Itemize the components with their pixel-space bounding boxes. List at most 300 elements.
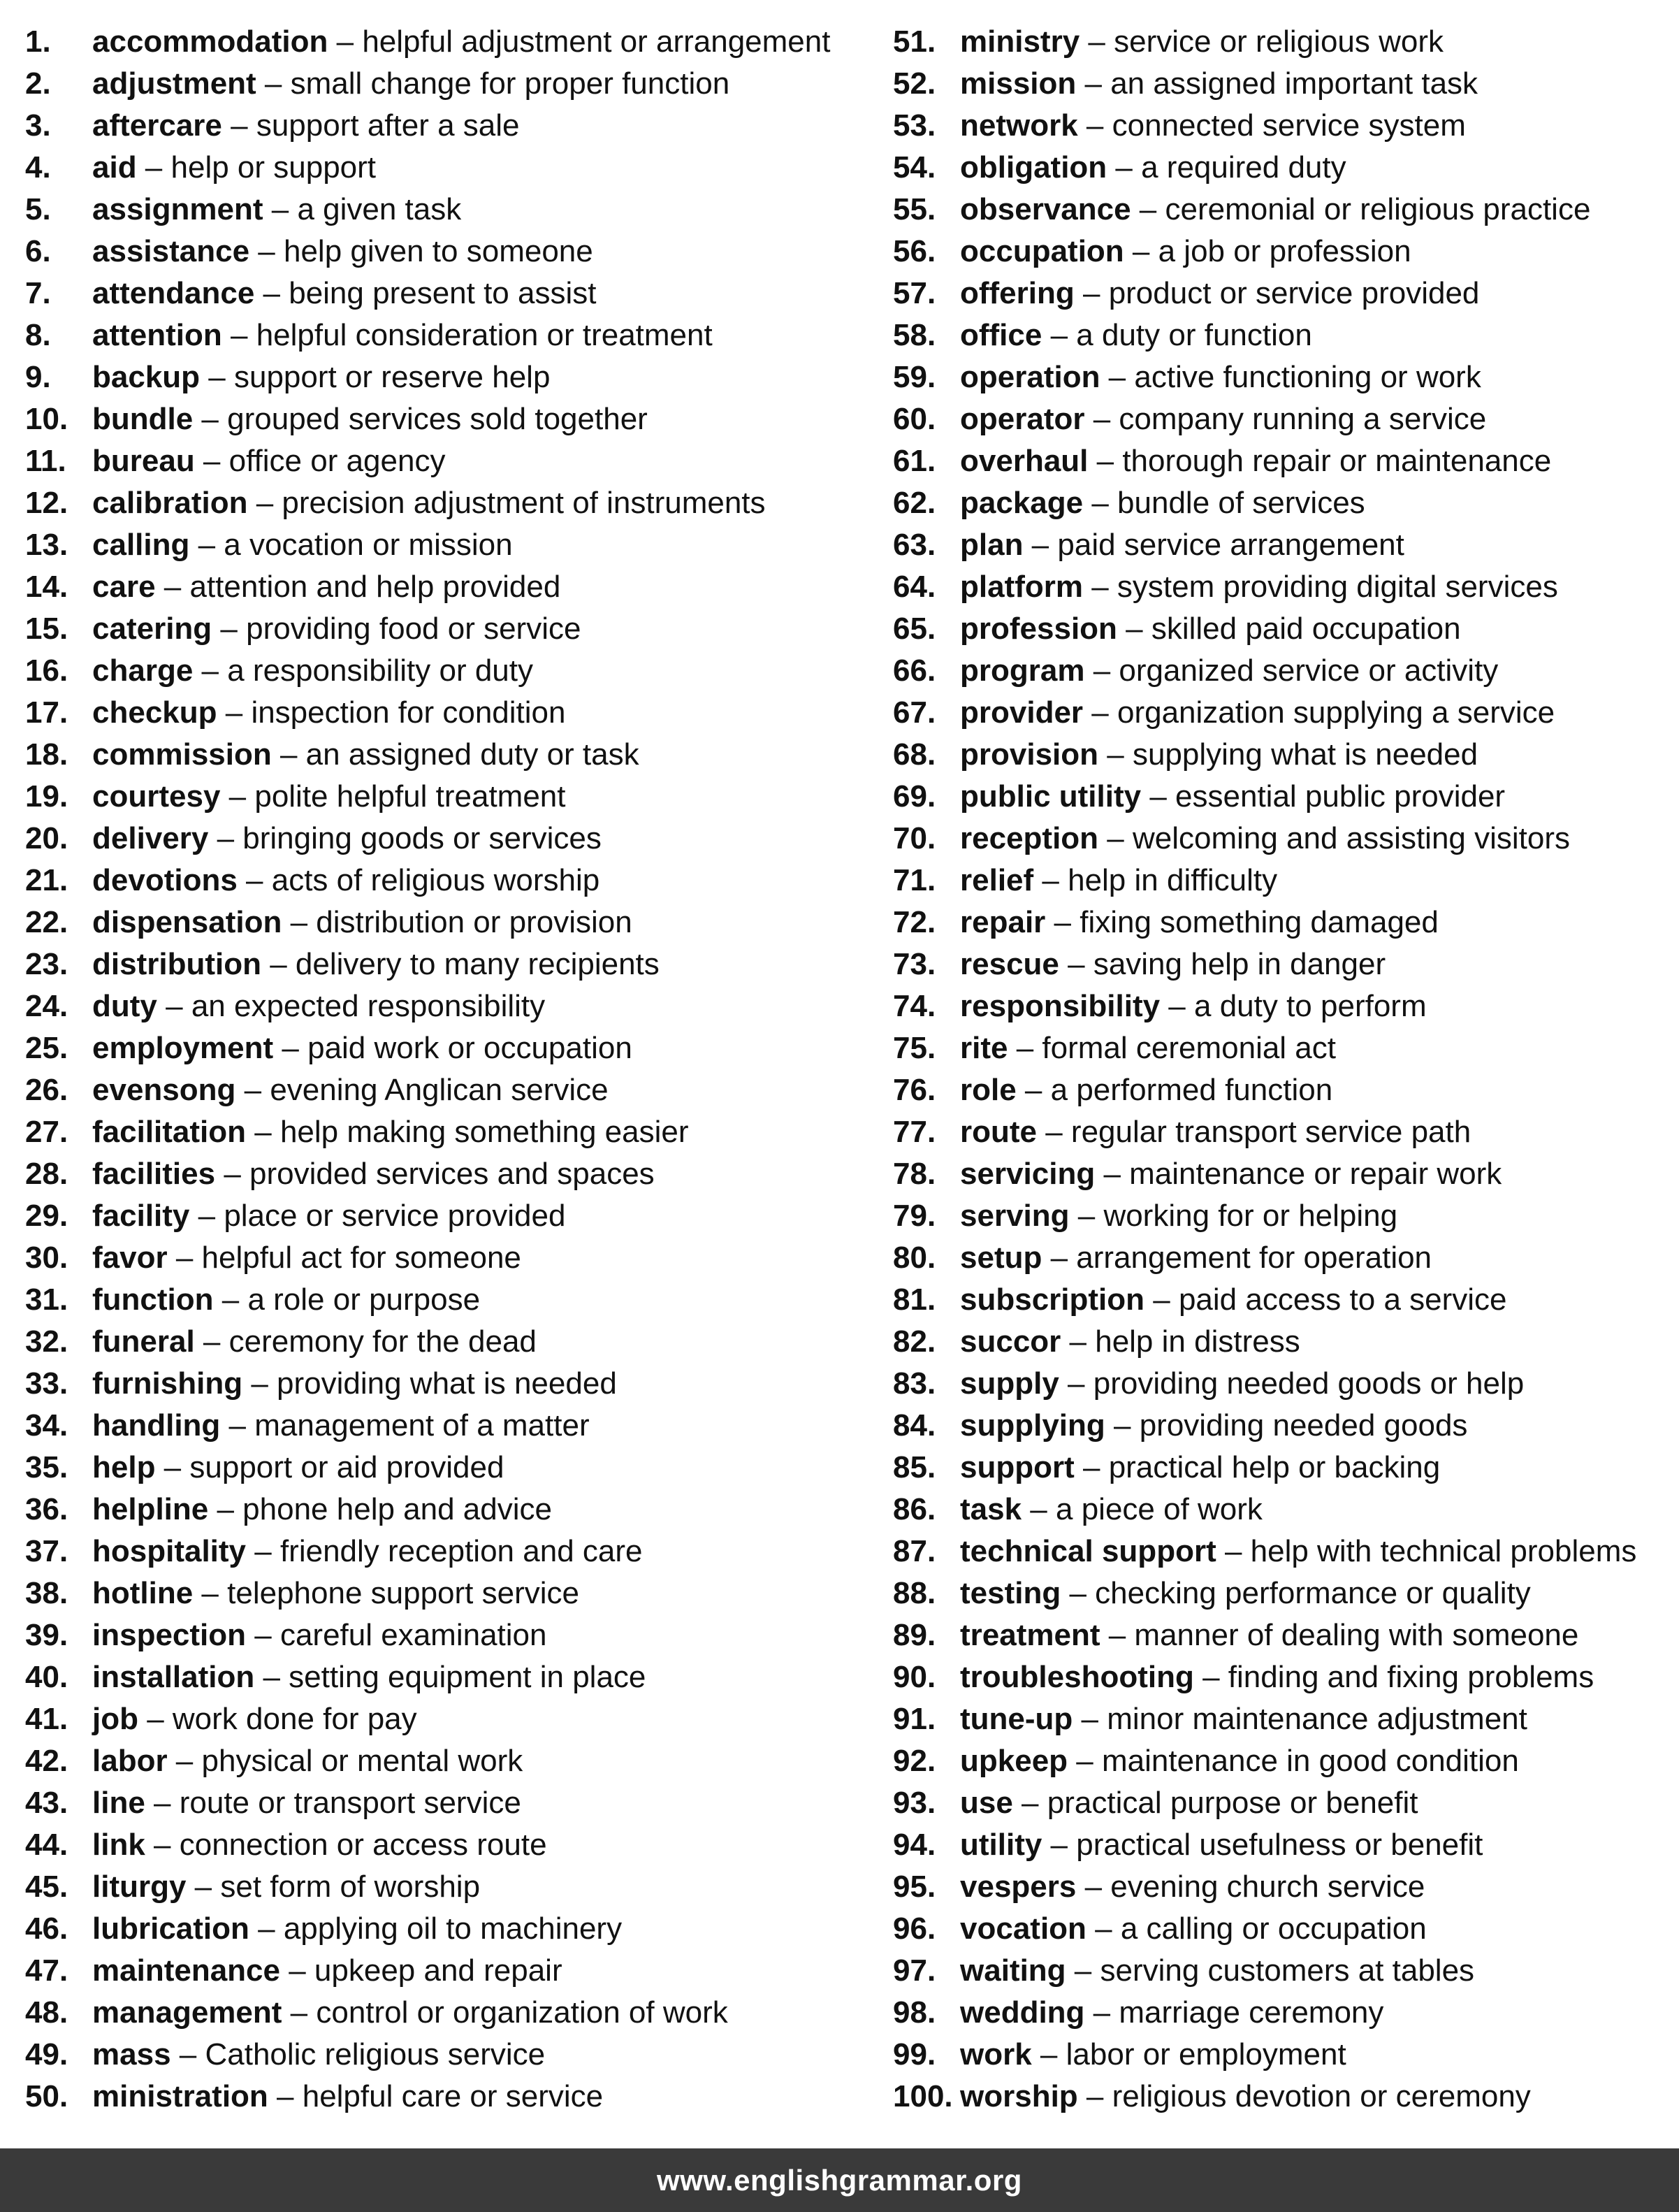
item-word: role — [960, 1073, 1017, 1107]
item-word: furnishing — [92, 1366, 243, 1401]
item-number: 34. — [25, 1408, 68, 1443]
item-number: 13. — [25, 528, 68, 562]
item-definition: support or reserve help — [233, 360, 551, 394]
item-word: reception — [960, 821, 1099, 855]
list-item — [893, 147, 1679, 189]
item-separator: – — [1193, 1660, 1228, 1694]
item-separator: – — [256, 66, 291, 101]
item-separator: – — [1083, 486, 1118, 520]
item-word: rescue — [960, 947, 1059, 981]
item-definition: setting equipment in place — [289, 1660, 646, 1694]
item-separator: – — [221, 318, 256, 352]
item-separator: – — [1023, 528, 1058, 562]
list-item — [893, 482, 1679, 524]
item-number: 66. — [893, 653, 936, 688]
item-separator: – — [1031, 2037, 1066, 2072]
item-number: 20. — [25, 821, 68, 855]
list-item — [893, 524, 1679, 566]
item-separator: – — [1080, 24, 1114, 59]
item-word: worship — [960, 2079, 1078, 2113]
list-item — [893, 692, 1679, 734]
item-word: program — [960, 653, 1085, 688]
item-definition: labor or employment — [1066, 2037, 1346, 2072]
item-definition: marriage ceremony — [1119, 1995, 1384, 2030]
item-number: 42. — [25, 1744, 68, 1778]
list-item — [893, 1447, 1679, 1489]
item-definition: paid service arrangement — [1057, 528, 1404, 562]
item-separator: – — [1141, 779, 1176, 814]
item-separator: – — [273, 1031, 308, 1065]
item-definition: saving help in danger — [1093, 947, 1386, 981]
item-definition: grouped services sold together — [227, 402, 648, 436]
footer-url[interactable]: www.englishgrammar.org — [657, 2163, 1022, 2197]
item-separator: – — [194, 444, 229, 478]
item-number: 100. — [893, 2079, 953, 2113]
item-word: platform — [960, 570, 1083, 604]
item-definition: a role or purpose — [247, 1282, 481, 1317]
item-word: hotline — [92, 1576, 194, 1610]
list-item — [893, 1866, 1679, 1908]
list-item — [893, 1279, 1679, 1321]
list-item — [25, 63, 864, 105]
list-item — [25, 1698, 864, 1740]
item-number: 41. — [25, 1702, 68, 1736]
list-item — [893, 650, 1679, 692]
item-separator: – — [213, 1282, 248, 1317]
item-number: 40. — [25, 1660, 68, 1694]
item-separator: – — [1042, 1828, 1077, 1862]
item-word: maintenance — [92, 1953, 280, 1988]
item-word: charge — [92, 653, 194, 688]
list-item — [25, 1237, 864, 1279]
list-item — [25, 1531, 864, 1573]
item-definition: regular transport service path — [1070, 1115, 1471, 1149]
list-item — [893, 189, 1679, 231]
item-number: 27. — [25, 1115, 68, 1149]
item-number: 55. — [893, 192, 936, 226]
list-item — [893, 860, 1679, 902]
list-item — [893, 1489, 1679, 1531]
item-definition: support after a sale — [256, 108, 520, 143]
item-definition: bringing goods or services — [242, 821, 602, 855]
item-definition: ceremonial or religious practice — [1165, 192, 1591, 226]
item-word: backup — [92, 360, 201, 394]
item-separator: – — [155, 1450, 190, 1484]
item-number: 11. — [25, 444, 66, 478]
item-definition: a duty to perform — [1194, 989, 1427, 1023]
item-definition: connection or access route — [179, 1828, 547, 1862]
item-definition: practical usefulness or benefit — [1076, 1828, 1483, 1862]
list-item — [893, 356, 1679, 398]
list-item — [893, 985, 1679, 1027]
item-definition: friendly reception and care — [279, 1534, 643, 1568]
item-separator: – — [167, 1744, 202, 1778]
item-separator: – — [249, 1911, 284, 1946]
item-word: commission — [92, 737, 272, 772]
item-definition: organized service or activity — [1119, 653, 1499, 688]
list-item — [25, 21, 864, 63]
item-definition: a calling or occupation — [1120, 1911, 1427, 1946]
item-word: rite — [960, 1031, 1008, 1065]
item-separator: – — [249, 234, 284, 268]
item-separator: – — [1086, 1911, 1121, 1946]
item-number: 1. — [25, 24, 51, 59]
item-word: obligation — [960, 150, 1107, 185]
item-definition: maintenance in good condition — [1101, 1744, 1519, 1778]
list-item — [25, 1069, 864, 1111]
item-definition: checking performance or quality — [1095, 1576, 1531, 1610]
item-word: mission — [960, 66, 1077, 101]
item-word: duty — [92, 989, 157, 1023]
item-definition: an assigned duty or task — [305, 737, 639, 772]
item-definition: working for or helping — [1103, 1199, 1398, 1233]
item-separator: – — [157, 989, 191, 1023]
item-word: facilities — [92, 1157, 216, 1191]
list-item — [893, 734, 1679, 776]
item-word: aftercare — [92, 108, 222, 143]
list-item — [25, 1656, 864, 1698]
list-item — [25, 1279, 864, 1321]
list-item — [893, 1614, 1679, 1656]
list-item — [25, 1027, 864, 1069]
item-word: public utility — [960, 779, 1142, 814]
item-separator: – — [1012, 1786, 1047, 1820]
list-item — [25, 985, 864, 1027]
item-word: setup — [960, 1241, 1042, 1275]
item-separator: – — [193, 653, 228, 688]
item-word: subscription — [960, 1282, 1145, 1317]
item-number: 63. — [893, 528, 936, 562]
item-separator: – — [1074, 276, 1109, 310]
item-separator: – — [208, 821, 243, 855]
item-word: job — [92, 1702, 138, 1736]
item-number: 54. — [893, 150, 936, 185]
item-definition: a duty or function — [1076, 318, 1312, 352]
item-number: 72. — [893, 905, 936, 939]
item-definition: practical purpose or benefit — [1047, 1786, 1418, 1820]
item-separator: – — [1042, 318, 1077, 352]
item-separator: – — [261, 947, 296, 981]
item-number: 75. — [893, 1031, 936, 1065]
item-separator: – — [1160, 989, 1194, 1023]
list-item — [893, 105, 1679, 147]
item-word: line — [92, 1786, 145, 1820]
item-separator: – — [1045, 905, 1080, 939]
item-number: 22. — [25, 905, 68, 939]
item-word: package — [960, 486, 1084, 520]
item-definition: providing needed goods — [1139, 1408, 1468, 1443]
item-separator: – — [1131, 192, 1165, 226]
list-item — [893, 1824, 1679, 1866]
list-item — [25, 1908, 864, 1950]
item-word: repair — [960, 905, 1046, 939]
item-definition: route or transport service — [179, 1786, 521, 1820]
item-word: responsibility — [960, 989, 1161, 1023]
item-number: 71. — [893, 863, 936, 897]
word-list-column-left — [25, 21, 864, 2118]
item-separator: – — [271, 737, 306, 772]
list-item — [893, 818, 1679, 860]
item-separator: – — [220, 779, 255, 814]
item-word: assistance — [92, 234, 250, 268]
list-item — [893, 1363, 1679, 1405]
list-item — [893, 1950, 1679, 1992]
item-word: network — [960, 108, 1078, 143]
item-number: 70. — [893, 821, 936, 855]
list-item — [25, 1447, 864, 1489]
item-number: 64. — [893, 570, 936, 604]
item-word: bundle — [92, 402, 194, 436]
item-definition: management of a matter — [254, 1408, 590, 1443]
item-word: accommodation — [92, 24, 328, 59]
item-word: evensong — [92, 1073, 236, 1107]
item-separator: – — [1100, 1618, 1135, 1652]
item-word: distribution — [92, 947, 261, 981]
item-word: inspection — [92, 1618, 247, 1652]
item-definition: an expected responsibility — [191, 989, 546, 1023]
item-definition: office or agency — [228, 444, 446, 478]
list-item — [893, 1405, 1679, 1447]
list-item — [25, 1363, 864, 1405]
item-word: helpline — [92, 1492, 209, 1526]
list-item — [25, 944, 864, 985]
item-number: 58. — [893, 318, 936, 352]
item-definition: an assigned important task — [1110, 66, 1478, 101]
item-separator: – — [279, 1953, 314, 1988]
item-number: 32. — [25, 1324, 68, 1359]
list-item — [893, 902, 1679, 944]
item-separator: – — [1016, 1073, 1051, 1107]
item-separator: – — [246, 1115, 280, 1149]
item-word: attention — [92, 318, 222, 352]
list-item — [25, 608, 864, 650]
item-definition: welcoming and assisting visitors — [1132, 821, 1571, 855]
item-word: courtesy — [92, 779, 221, 814]
item-separator: – — [1084, 402, 1119, 436]
item-definition: provided services and spaces — [249, 1157, 655, 1191]
item-number: 25. — [25, 1031, 68, 1065]
list-item — [893, 273, 1679, 315]
item-definition: product or service provided — [1108, 276, 1480, 310]
item-number: 15. — [25, 612, 68, 646]
list-item — [25, 1111, 864, 1153]
item-definition: evening church service — [1110, 1870, 1425, 1904]
item-separator: – — [1068, 1744, 1102, 1778]
item-number: 56. — [893, 234, 936, 268]
list-item — [25, 147, 864, 189]
item-separator: – — [1083, 570, 1117, 604]
item-word: succor — [960, 1324, 1061, 1359]
item-definition: skilled paid occupation — [1151, 612, 1461, 646]
item-separator: – — [1066, 1953, 1100, 1988]
item-separator: – — [145, 1786, 180, 1820]
item-word: devotions — [92, 863, 238, 897]
item-number: 23. — [25, 947, 68, 981]
list-item — [893, 440, 1679, 482]
item-definition: paid work or occupation — [307, 1031, 632, 1065]
item-number: 92. — [893, 1744, 936, 1778]
item-word: handling — [92, 1408, 221, 1443]
list-item — [25, 1740, 864, 1782]
item-separator: – — [170, 2037, 205, 2072]
item-number: 3. — [25, 108, 51, 143]
item-separator: – — [237, 863, 272, 897]
list-item — [893, 398, 1679, 440]
item-number: 49. — [25, 2037, 68, 2072]
item-definition: support or aid provided — [189, 1450, 504, 1484]
item-word: funeral — [92, 1324, 195, 1359]
item-separator: – — [1033, 863, 1068, 897]
item-separator: – — [217, 695, 252, 730]
item-definition: place or service provided — [224, 1199, 566, 1233]
item-definition: a vocation or mission — [224, 528, 513, 562]
list-item — [25, 1195, 864, 1237]
list-item — [25, 1153, 864, 1195]
item-word: support — [960, 1450, 1075, 1484]
list-item — [893, 1698, 1679, 1740]
item-word: employment — [92, 1031, 274, 1065]
item-definition: helpful act for someone — [201, 1241, 521, 1275]
item-definition: upkeep and repair — [314, 1953, 562, 1988]
item-definition: careful examination — [279, 1618, 547, 1652]
list-item — [25, 566, 864, 608]
item-separator: – — [193, 402, 228, 436]
item-separator: – — [189, 528, 224, 562]
item-number: 51. — [893, 24, 936, 59]
list-item — [893, 1992, 1679, 2034]
list-item — [25, 650, 864, 692]
list-item — [25, 734, 864, 776]
item-definition: providing food or service — [246, 612, 581, 646]
item-definition: manner of dealing with someone — [1134, 1618, 1579, 1652]
list-item — [893, 1321, 1679, 1363]
item-separator: – — [1095, 1157, 1130, 1191]
item-separator: – — [1073, 1702, 1107, 1736]
item-word: installation — [92, 1660, 255, 1694]
item-definition: work done for pay — [172, 1702, 417, 1736]
item-word: hospitality — [92, 1534, 247, 1568]
item-number: 12. — [25, 486, 68, 520]
item-number: 7. — [25, 276, 51, 310]
item-word: mass — [92, 2037, 171, 2072]
item-word: supply — [960, 1366, 1059, 1401]
item-word: route — [960, 1115, 1037, 1149]
item-number: 61. — [893, 444, 936, 478]
item-number: 33. — [25, 1366, 68, 1401]
item-word: link — [92, 1828, 145, 1862]
item-number: 77. — [893, 1115, 936, 1149]
item-number: 76. — [893, 1073, 936, 1107]
item-separator: – — [1008, 1031, 1042, 1065]
item-definition: help in difficulty — [1068, 863, 1278, 897]
item-number: 8. — [25, 318, 51, 352]
item-number: 44. — [25, 1828, 68, 1862]
list-item — [893, 1111, 1679, 1153]
item-separator: – — [200, 360, 234, 394]
item-number: 28. — [25, 1157, 68, 1191]
item-number: 69. — [893, 779, 936, 814]
list-item — [893, 608, 1679, 650]
item-definition: service or religious work — [1114, 24, 1444, 59]
item-number: 17. — [25, 695, 68, 730]
list-item — [25, 273, 864, 315]
list-item — [25, 356, 864, 398]
item-definition: arrangement for operation — [1076, 1241, 1432, 1275]
item-word: management — [92, 1995, 282, 2030]
list-item — [893, 1573, 1679, 1614]
item-definition: a required duty — [1141, 150, 1346, 185]
item-separator: – — [220, 1408, 255, 1443]
item-separator: – — [1100, 360, 1135, 394]
item-definition: serving customers at tables — [1100, 1953, 1475, 1988]
item-separator: – — [1069, 1199, 1104, 1233]
item-word: upkeep — [960, 1744, 1068, 1778]
item-word: supplying — [960, 1408, 1105, 1443]
list-item — [25, 1824, 864, 1866]
list-item — [25, 1950, 864, 1992]
list-item — [25, 398, 864, 440]
item-separator: – — [194, 1324, 229, 1359]
item-separator: – — [138, 1702, 173, 1736]
item-definition: distribution or provision — [316, 905, 632, 939]
item-definition: supplying what is needed — [1132, 737, 1478, 772]
list-item — [893, 944, 1679, 985]
item-definition: paid access to a service — [1178, 1282, 1507, 1317]
item-definition: a given task — [297, 192, 462, 226]
item-separator: – — [1059, 1366, 1093, 1401]
list-item — [25, 1614, 864, 1656]
item-word: dispensation — [92, 905, 282, 939]
item-definition: minor maintenance adjustment — [1107, 1702, 1527, 1736]
item-number: 39. — [25, 1618, 68, 1652]
item-number: 99. — [893, 2037, 936, 2072]
item-number: 98. — [893, 1995, 936, 2030]
item-number: 65. — [893, 612, 936, 646]
item-word: offering — [960, 276, 1075, 310]
item-word: help — [92, 1450, 156, 1484]
list-item — [25, 1489, 864, 1531]
item-definition: helpful consideration or treatment — [256, 318, 713, 352]
list-item — [25, 1992, 864, 2034]
item-separator: – — [208, 1492, 243, 1526]
item-definition: a performed function — [1050, 1073, 1333, 1107]
list-item — [893, 1069, 1679, 1111]
item-word: servicing — [960, 1157, 1096, 1191]
item-word: liturgy — [92, 1870, 187, 1904]
item-separator: – — [186, 1870, 221, 1904]
item-definition: company running a service — [1119, 402, 1487, 436]
item-number: 57. — [893, 276, 936, 310]
footer-bar — [0, 2148, 1679, 2212]
item-separator: – — [1061, 1576, 1096, 1610]
item-word: facility — [92, 1199, 190, 1233]
item-definition: maintenance or repair work — [1129, 1157, 1502, 1191]
item-separator: – — [254, 276, 289, 310]
item-number: 43. — [25, 1786, 68, 1820]
item-word: labor — [92, 1744, 168, 1778]
list-item — [893, 1740, 1679, 1782]
item-separator: – — [1098, 821, 1133, 855]
item-word: testing — [960, 1576, 1061, 1610]
item-number: 4. — [25, 150, 51, 185]
list-item — [25, 231, 864, 273]
item-number: 36. — [25, 1492, 68, 1526]
item-word: office — [960, 318, 1042, 352]
item-number: 79. — [893, 1199, 936, 1233]
list-item — [893, 1027, 1679, 1069]
item-word: catering — [92, 612, 212, 646]
item-number: 14. — [25, 570, 68, 604]
